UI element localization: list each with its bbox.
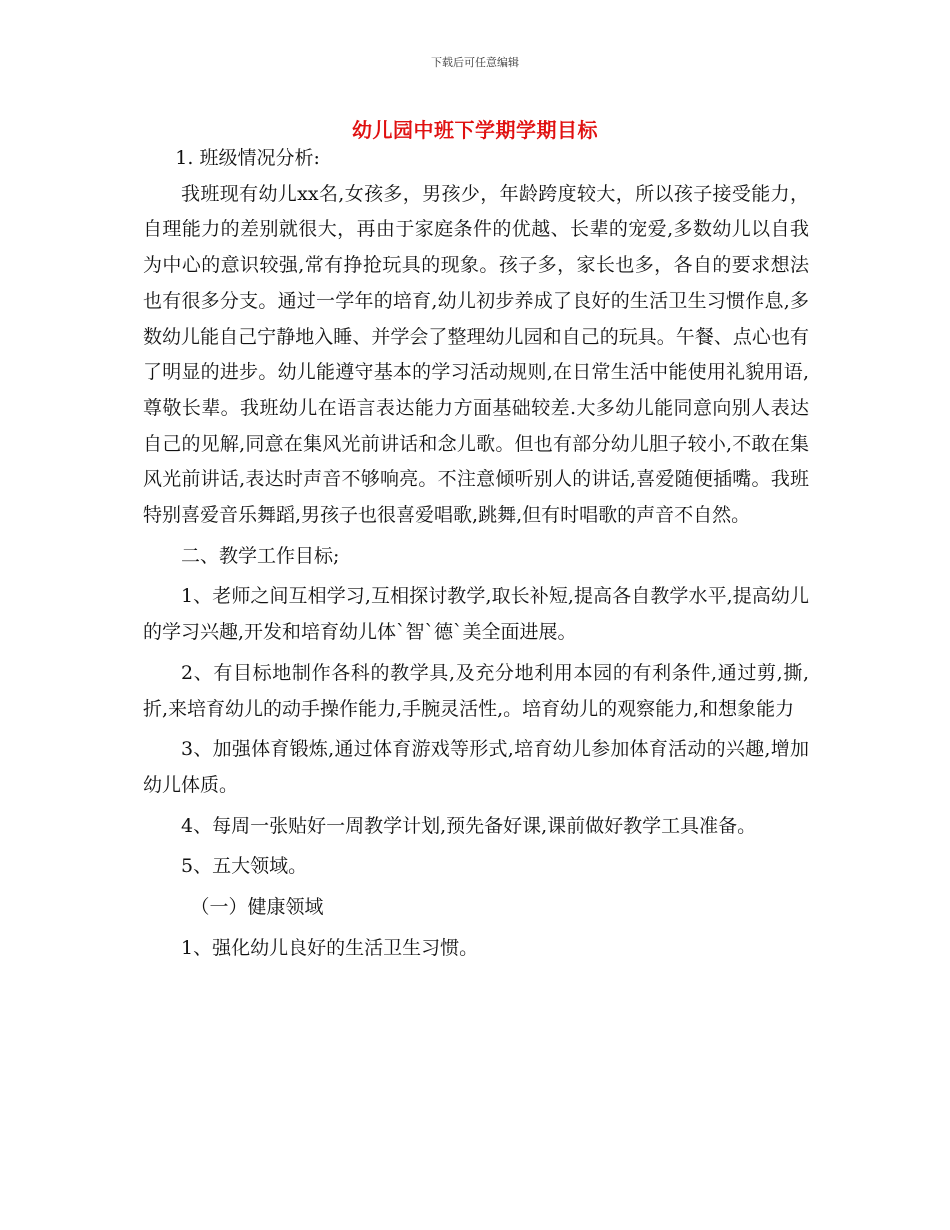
paragraph-health-1: 1、强化幼儿良好的生活卫生习惯。 <box>181 936 479 959</box>
section-heading-teaching-goals: 二、教学工作目标; <box>181 544 340 567</box>
subheading-health-domain: （一）健康领域 <box>190 896 324 919</box>
paragraph-class-analysis: 我班现有幼儿xx名,女孩多，男孩少，年龄跨度较大，所以孩子接受能力，自理能力的差别就很大，再由于家庭条件的优越、长辈的宠爱,多数幼儿以自我为中心的意识较强,常有挣抢玩具的现象。孩子多，家长也多，各自的要求想法也有很多分支。通过一学年的培育,幼儿初步养成了良好的生活卫生习惯作息,多数幼儿能自己宁静地入睡、并学会了整理幼儿园和自己的玩具。午餐、点心也有了明显的进步。幼儿能遵守基本的学习活动规则,在日常生活中能使用礼貌用语,尊敬长辈。我班幼儿在语言表达能力方面基础较差.大多幼儿能同意向别人表达自己的见解,同意在集风光前讲话和念儿歌。但也有部分幼儿胆子较小,不敢在集风光前讲话,表达时声音不够响亮。不注意倾听别人的讲话,喜爱随便插嘴。我班特别喜爱音乐舞蹈,男孩子也很喜爱唱歌,跳舞,但有时唱歌的声音不自然。 <box>143 182 809 527</box>
section-heading-class-analysis: 1. 班级情况分析: <box>175 147 320 169</box>
paragraph-goal-1: 1、老师之间互相学习,互相探讨教学,取长补短,提高各自教学水平,提高幼儿的学习兴趣,开发和培育幼儿体`智`德`美全面进展。 <box>143 585 809 644</box>
document-title: 幼儿园中班下学期学期目标 <box>352 118 598 142</box>
paragraph-goal-3: 3、加强体育锻炼,通过体育游戏等形式,培育幼儿参加体育活动的兴趣,增加幼儿体质。 <box>143 738 809 796</box>
header-note: 下载后可任意编辑 <box>431 56 519 69</box>
paragraph-goal-4: 4、每周一张贴好一周教学计划,预先备好课,课前做好教学工具准备。 <box>181 814 757 837</box>
paragraph-goal-2: 2、有目标地制作各科的教学具,及充分地利用本园的有利条件,通过剪,撕,折,来培育幼儿的动手操作能力,手腕灵活性,。培育幼儿的观察能力,和想象能力 <box>143 661 809 720</box>
paragraph-goal-5: 5、五大领域。 <box>181 855 308 878</box>
document-body <box>143 141 809 966</box>
